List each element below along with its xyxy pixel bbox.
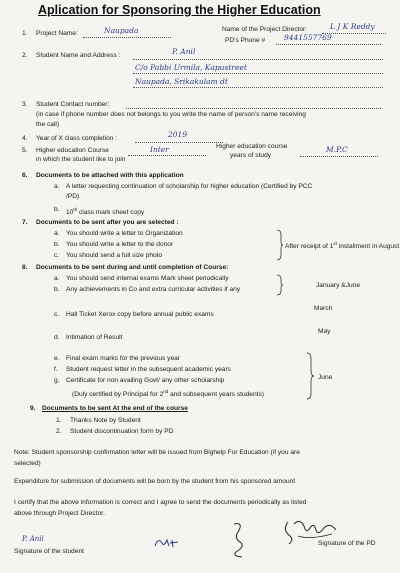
list-marker: a. [54,183,60,190]
item-number: 3. [22,101,28,108]
list-marker: f. [54,366,58,373]
list-marker: 1. [56,417,62,424]
phone-line [276,44,381,45]
doc-item: (Duly certified by Principal for 2nd and subsequent years students) [72,389,264,399]
student-signature: P. Anil [22,535,44,543]
student-signature-label: Signature of the student [14,548,85,555]
contact-note: (in case if phone number does not belongs to you write the name of person's name receiving [36,111,306,118]
doc-item: You should send a full size photo [66,252,163,259]
address-value-2: Naupada, Srikakulam dt [135,77,228,86]
list-marker: a. [54,230,60,237]
course-line [128,155,206,156]
list-marker: b. [54,241,60,248]
list-marker: c. [54,311,60,318]
brace [306,352,315,400]
certification-text: I certify that the above information is correct and I agree to send the documents periodically as listed [14,499,307,506]
schedule-march: March [314,305,333,312]
director-value: L J K Reddy [330,22,375,31]
student-name-value: P. Anil [172,47,196,56]
item-number: 6. [22,172,28,179]
doc-item: A letter requesting continuation of scholarship for higher education (Certified by PCC [66,183,313,190]
form-title: Aplication for Sponsoring the Higher Education [38,3,321,17]
years-value: M.P.C [326,145,348,154]
doc-item: Final exam marks for the previous year [66,355,180,362]
course-label: in which the student like to join [36,156,126,163]
doc-item: Student request letter in the subsequent academic years [66,366,231,373]
schedule-june: June [318,374,333,381]
expenditure-text: Expenditure for submission of documents will be born by the student from his sponsored amount [14,478,296,485]
phone-label: PD's Phone # [225,37,266,44]
xclass-value: 2019 [168,130,188,139]
student-name-label: Student Name and Address : [36,52,121,59]
list-marker: b. [54,206,60,213]
contact-label: Student Contact number: [36,101,110,108]
docs-end-heading: Documents to be sent At the end of the course [42,405,188,412]
doc-item: Any achievements in Co and extra curricular activities if any [66,286,241,293]
doc-item: You should write a letter to Organization [66,230,183,237]
course-value: Inter [150,145,169,154]
phone-value: 9441557769 [284,33,332,42]
item-number: 2. [22,52,28,59]
doc-item: Certificate for non availing Govt/ any other scholarship [66,377,225,384]
brace [276,229,284,261]
project-name-value: Naupada [104,26,139,35]
note-text: Note: Student sponsorship confirmation letter will be issued from Bighelp For Education (if you are [14,449,300,456]
list-marker: a. [54,275,60,282]
years-label: years of study [230,152,272,159]
item-number: 7. [22,219,28,226]
docs-after-heading: Documents to be sent after you are selected : [36,219,179,226]
xclass-line [135,142,223,143]
schedule-may: May [318,328,331,335]
doc-item: 10th class mark sheet copy [66,207,145,217]
certification-text: above through Project Director. [14,510,105,517]
student-name-line [133,59,383,60]
item-number: 1. [22,30,28,37]
project-name-label: Project Name: [36,30,78,37]
note-text: selected) [14,460,41,467]
initials-signature [152,534,182,550]
list-marker: d. [54,334,60,341]
xclass-label: Year of X class completion : [36,135,118,142]
doc-item: Intimation of Result [66,334,123,341]
item-number: 4. [22,135,28,142]
witness-signature [228,520,250,560]
director-label: Name of the Project Director: [222,26,308,33]
project-name-line [83,37,171,38]
list-marker: c. [54,252,60,259]
years-label: Higher education course [216,143,288,150]
doc-item: /PD) [66,193,80,200]
docs-during-heading: Documents to be sent during and until completion of Course: [36,264,229,271]
schedule-january-june: January &June [316,282,360,289]
contact-line [126,108,381,109]
address-line-1 [133,73,383,74]
item-number: 5. [22,147,28,154]
installment-note: After receipt of 1st installment in August [285,241,400,251]
years-line [300,156,378,157]
item-number: 9. [30,405,36,412]
doc-item: Thanks Note by Student [70,417,141,424]
list-marker: b. [54,286,60,293]
doc-item: You should send internal exams Mark sheet periodically [66,275,229,282]
contact-note: the call) [36,121,60,128]
list-marker: e. [54,355,60,362]
brace [276,274,284,296]
list-marker: g. [54,377,60,384]
address-line-2 [133,87,383,88]
doc-item: Student discontinuation form by PD [70,428,174,435]
doc-item: Hall Ticket Xerox copy before annual public exams [66,311,214,318]
docs-attach-heading: Documents to be attached with this application [36,172,184,179]
item-number: 8. [22,264,28,271]
doc-item: You should write a letter to the donor [66,241,174,248]
list-marker: 2. [56,428,62,435]
address-value-1: C/o Pabbi Urmila, Kapustreet [135,63,247,72]
pd-signature-label: Signature of the PD [318,540,376,547]
course-label: Higher education Course [36,147,109,154]
